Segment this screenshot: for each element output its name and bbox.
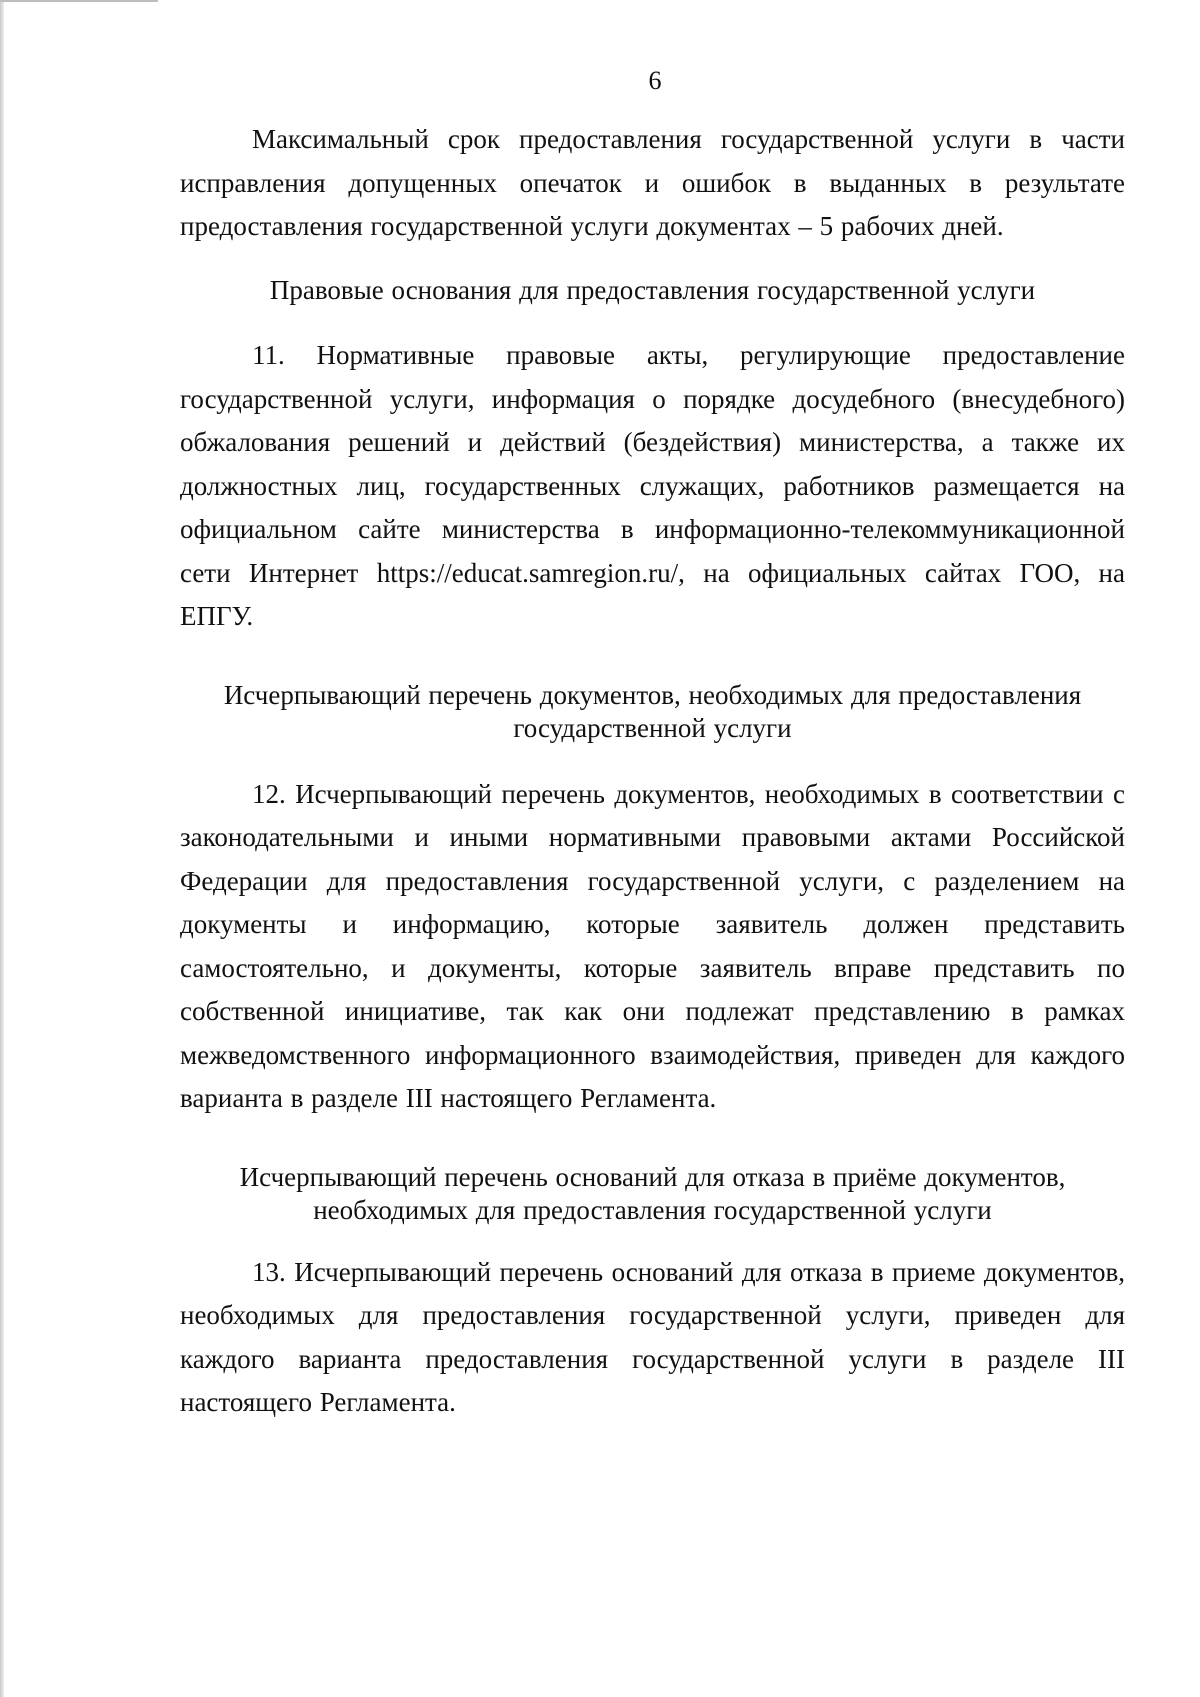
heading-refusal-grounds: Исчерпывающий перечень оснований для отказа в приёме документов, необходимых для предоставления государственной услуги <box>239 1161 1066 1225</box>
paragraph-item-11: 11. Нормативные правовые акты, регулирующие предоставление государственной услуги, информация о порядке досудебного (внесудебного) обжалования решений и действий (бездействия) министерства, а также их должностных лиц, государственных служащих, работников размещается на официальном сайте министерства в информационно-телекоммуникационной сети Интернет https://educat.samregion.ru/, на официальных сайтах ГОО, на ЕПГУ. <box>180 340 1125 631</box>
scan-top-mark <box>0 0 158 2</box>
scan-edge <box>0 0 4 1697</box>
page-number: 6 <box>648 66 662 95</box>
document-body <box>180 118 1125 1425</box>
paragraph-item-13: 13. Исчерпывающий перечень оснований для отказа в приеме документов, необходимых для предоставления государственной услуги, приведен для каждого варианта предоставления государственной услуги в разделе III настоящего Регламента. <box>180 1256 1125 1417</box>
heading-legal-grounds: Правовые основания для предоставления государственной услуги <box>269 274 1036 305</box>
heading-documents-list: Исчерпывающий перечень документов, необходимых для предоставления государственной услуги <box>223 679 1082 743</box>
paragraph-item-12: 12. Исчерпывающий перечень документов, необходимых в соответствии с законодательными и иными нормативными правовыми актами Российской Федерации для предоставления государственной услуги, с разделением на документы и информацию, которые заявитель должен представить самостоятельно, и документы, которые заявитель вправе представить по собственной инициативе, так как они подлежат представлению в рамках межведомственного информационного взаимодействия, приведен для каждого варианта в разделе III настоящего Регламента. <box>180 778 1125 1113</box>
paragraph-max-term: Максимальный срок предоставления государственной услуги в части исправления допущенных опечаток и ошибок в выданных в результате предоставления государственной услуги документах – 5 рабочих дней. <box>180 124 1125 241</box>
